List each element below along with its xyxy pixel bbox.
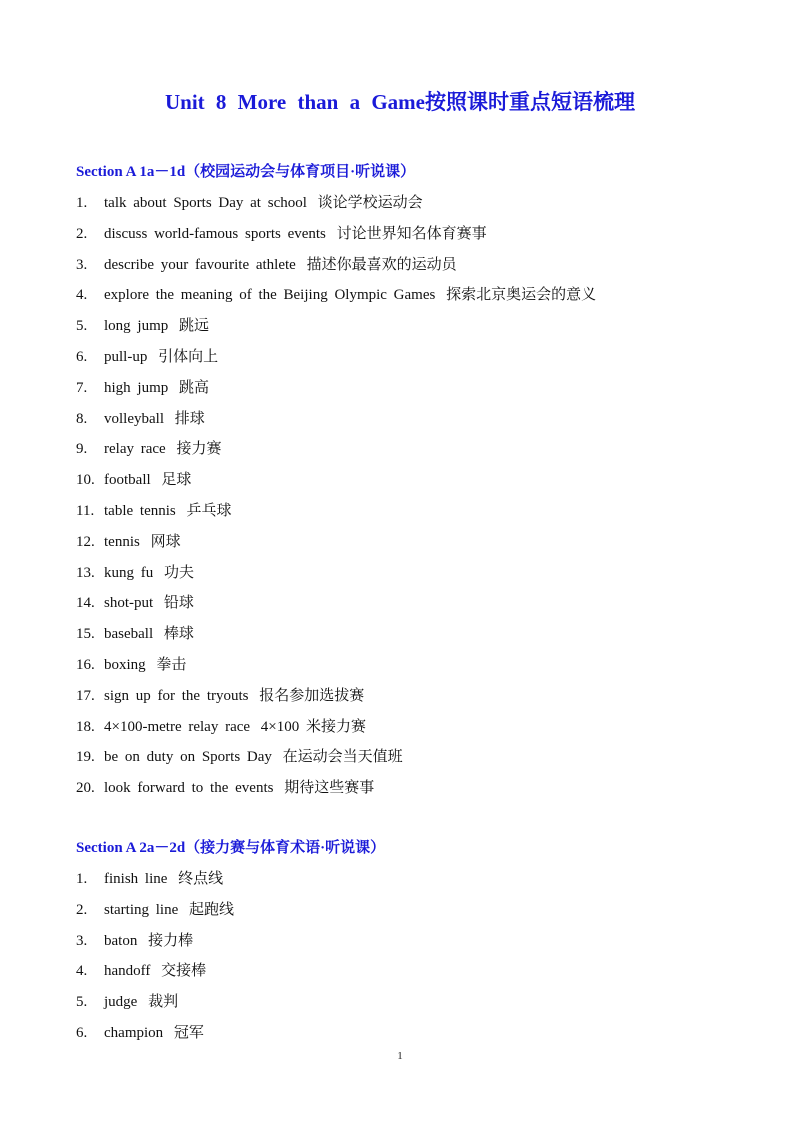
english-phrase: talk about Sports Day at school [104, 195, 307, 211]
english-phrase: sign up for the tryouts [104, 687, 249, 704]
english-phrase: shot-put [104, 595, 154, 612]
chinese-translation: 跳高 [179, 379, 210, 396]
phrase-list [76, 864, 766, 1049]
chinese-translation: 接力赛 [176, 441, 222, 458]
list-item [76, 619, 766, 650]
item-number: 13. [76, 564, 95, 581]
list-item [76, 773, 766, 804]
english-phrase: relay race [104, 441, 166, 458]
english-phrase: baton [104, 932, 138, 949]
item-number: 14. [76, 595, 95, 612]
chinese-translation: 谈论学校运动会 [317, 195, 423, 211]
list-item [76, 465, 766, 496]
item-number: 5. [76, 994, 88, 1011]
item-number: 6. [76, 348, 88, 365]
english-phrase: finish line [104, 871, 168, 887]
item-number: 4. [76, 287, 88, 304]
chinese-translation: 棒球 [163, 626, 194, 643]
section-2a-2d [76, 833, 766, 1049]
item-number: 7. [76, 379, 88, 396]
list-item [76, 250, 766, 281]
chinese-translation: 铅球 [163, 595, 194, 612]
english-phrase: 4×100-metre relay race [104, 718, 251, 735]
list-item [76, 188, 766, 219]
list-item [76, 558, 766, 589]
chinese-translation: 网球 [150, 533, 181, 550]
english-phrase: football [104, 472, 151, 489]
english-phrase: discuss world-famous sports events [104, 225, 326, 242]
chinese-translation: 乒乓球 [186, 502, 232, 519]
list-item [76, 681, 766, 712]
item-number: 1. [76, 871, 88, 887]
chinese-translation: 探索北京奥运会的意义 [446, 287, 597, 304]
page-title: Unit 8 More than a Game按照课时重点短语梳理 [164, 90, 635, 114]
english-phrase: table tennis [104, 502, 176, 519]
english-phrase: kung fu [104, 564, 154, 581]
english-phrase: explore the meaning of the Beijing Olympic Games [104, 287, 436, 304]
list-item [76, 956, 766, 987]
list-item [76, 311, 766, 342]
list-item [76, 219, 766, 250]
item-number: 9. [76, 441, 88, 458]
chinese-translation: 在运动会当天值班 [282, 749, 403, 766]
chinese-translation: 4×100 米接力赛 [260, 718, 367, 735]
item-number: 5. [76, 318, 88, 335]
chinese-translation: 冠军 [173, 1024, 204, 1041]
item-number: 2. [76, 225, 88, 242]
chinese-translation: 讨论世界知名体育赛事 [336, 225, 487, 242]
list-item [76, 742, 766, 773]
chinese-translation: 接力棒 [148, 932, 194, 949]
list-item [76, 342, 766, 373]
chinese-translation: 足球 [161, 472, 192, 489]
chinese-translation: 跳远 [179, 318, 210, 335]
item-number: 6. [76, 1024, 88, 1041]
item-number: 20. [76, 780, 95, 797]
english-phrase: baseball [104, 626, 154, 643]
english-phrase: champion [104, 1024, 164, 1041]
item-number: 16. [76, 656, 95, 673]
english-phrase: high jump [104, 379, 169, 396]
english-phrase: boxing [104, 656, 146, 673]
chinese-translation: 排球 [174, 410, 205, 427]
list-item [76, 496, 766, 527]
list-item [76, 434, 766, 465]
english-phrase: tennis [104, 533, 140, 550]
item-number: 3. [76, 932, 88, 949]
list-item [76, 280, 766, 311]
list-item [76, 373, 766, 404]
chinese-translation: 起跑线 [189, 901, 235, 918]
english-phrase: judge [104, 994, 138, 1011]
chinese-translation: 期待这些赛事 [284, 780, 375, 797]
list-item [76, 864, 766, 895]
list-item [76, 650, 766, 681]
chinese-translation: 功夫 [164, 564, 195, 581]
chinese-translation: 报名参加选拔赛 [259, 687, 365, 704]
chinese-translation: 裁判 [148, 994, 179, 1011]
phrase-list [76, 188, 766, 804]
list-item [76, 712, 766, 743]
chinese-translation: 拳击 [156, 656, 187, 673]
section-heading: Section A 1a－1d（校园运动会与体育项目·听说课） [76, 164, 416, 180]
chinese-translation: 描述你最喜欢的运动员 [306, 256, 457, 273]
item-number: 19. [76, 749, 95, 766]
english-phrase: volleyball [104, 410, 164, 427]
item-number: 12. [76, 533, 95, 550]
list-item [76, 527, 766, 558]
item-number: 10. [76, 472, 95, 489]
chinese-translation: 引体向上 [158, 348, 219, 365]
item-number: 2. [76, 901, 88, 918]
list-item [76, 926, 766, 957]
english-phrase: pull-up [104, 348, 148, 365]
list-item [76, 987, 766, 1018]
section-1a-1d [76, 157, 766, 804]
list-item [76, 1018, 766, 1049]
english-phrase: handoff [104, 963, 151, 980]
english-phrase: be on duty on Sports Day [104, 749, 272, 766]
english-phrase: look forward to the events [104, 780, 274, 797]
item-number: 3. [76, 256, 88, 273]
item-number: 18. [76, 718, 95, 735]
chinese-translation: 终点线 [178, 871, 224, 887]
item-number: 15. [76, 626, 95, 643]
item-number: 8. [76, 410, 88, 427]
item-number: 17. [76, 687, 95, 704]
section-heading: Section A 2a－2d（接力赛与体育术语·听说课） [76, 840, 386, 856]
item-number: 1. [76, 195, 88, 211]
chinese-translation: 交接棒 [161, 963, 207, 980]
list-item [76, 895, 766, 926]
english-phrase: starting line [104, 901, 179, 918]
list-item [76, 404, 766, 435]
english-phrase: long jump [104, 318, 169, 335]
list-item [76, 588, 766, 619]
item-number: 11. [76, 502, 95, 519]
page-number: 1 [397, 1050, 403, 1062]
english-phrase: describe your favourite athlete [104, 256, 296, 273]
item-number: 4. [76, 963, 88, 980]
